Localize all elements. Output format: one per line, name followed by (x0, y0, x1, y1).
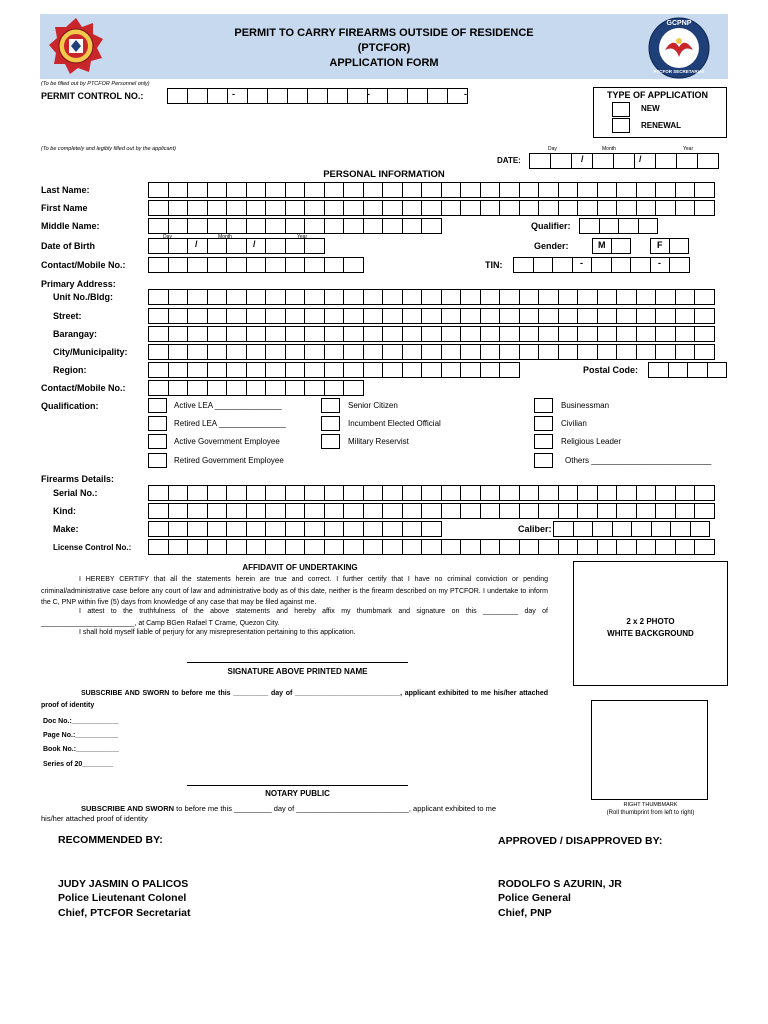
sworn-text-2-lead: SUBSCRIBE AND SWORN (81, 804, 175, 813)
book-no: Book No.:___________ (43, 746, 119, 753)
dob-slash-2: / (253, 239, 256, 249)
active-gov-label: Active Government Employee (174, 437, 280, 446)
caliber-field[interactable] (553, 521, 710, 537)
type-of-application-title: TYPE OF APPLICATION (607, 90, 709, 100)
approved-position: Chief, PNP (498, 907, 552, 919)
dob-year-hint: Year (297, 234, 308, 240)
street-label: Street: (53, 311, 82, 321)
religious-leader-label: Religious Leader (561, 437, 622, 446)
notary-caption: NOTARY PUBLIC (265, 789, 330, 798)
affidavit-paragraph-3: I shall hold myself liable of perjury for any misrepresentation pertaining to this application. (79, 629, 356, 636)
thumbmark-box[interactable] (591, 700, 708, 800)
military-reservist-label: Military Reservist (348, 437, 409, 446)
signature-line[interactable] (187, 662, 408, 663)
civilian-checkbox[interactable] (534, 416, 553, 431)
caliber-label: Caliber: (518, 524, 552, 534)
qualification-label: Qualification: (41, 401, 99, 411)
photo-caption-2: WHITE BACKGROUND (607, 629, 694, 638)
permit-control-label: PERMIT CONTROL NO.: (41, 91, 144, 101)
page-no: Page No.:___________ (43, 732, 119, 739)
active-lea-label: Active LEA _______________ (174, 401, 282, 410)
first-name-label: First Name (41, 203, 88, 213)
kind-label: Kind: (53, 506, 76, 516)
form-title-line2: (PTCFOR) (357, 42, 411, 54)
thumbmark-caption: RIGHT THUMBMARK (623, 802, 678, 808)
businessman-label: Businessman (561, 401, 610, 410)
date-slash-1: / (581, 154, 584, 164)
date-field[interactable] (529, 153, 719, 169)
pnp-seal-icon (48, 17, 104, 75)
date-month-hint: Month (602, 146, 616, 152)
gender-label: Gender: (534, 241, 569, 251)
region-label: Region: (53, 365, 87, 375)
seal-bottom-text: PTCFOR SECRETARIAT (653, 69, 705, 74)
dob-field[interactable] (148, 238, 325, 254)
new-label: NEW (641, 104, 660, 113)
unit-label: Unit No./Bldg: (53, 292, 113, 302)
last-name-field[interactable] (148, 182, 715, 198)
serial-label: Serial No.: (53, 488, 98, 498)
gender-female-box[interactable] (650, 238, 689, 254)
affidavit-paragraph-1: I HEREBY CERTIFY that all the statements herein are true and correct. I further certify that I have no criminal conviction or pending criminal/administrative case before any court of law and administrative body as of this date, neither is the firearm described on my PTCFOR. I undertake to inform the C, PNP within five (5) days from knowledge of any case that may be filed against me. (41, 576, 548, 606)
permit-control-field[interactable] (167, 88, 468, 104)
religious-leader-checkbox[interactable] (534, 434, 553, 449)
middle-name-field[interactable] (148, 218, 442, 234)
contact2-field[interactable] (148, 380, 364, 396)
active-gov-checkbox[interactable] (148, 434, 167, 449)
retired-lea-label: Retired LEA _______________ (174, 419, 286, 428)
ptcfor-seal-icon (643, 17, 715, 79)
approved-rank: Police General (498, 892, 571, 904)
others-checkbox[interactable] (534, 453, 553, 468)
sworn-text-2 (41, 804, 561, 824)
personnel-note: (To be filled out by PTCFOR Personnel only) (41, 81, 150, 87)
active-lea-checkbox[interactable] (148, 398, 167, 413)
serial-field[interactable] (148, 485, 715, 501)
license-field[interactable] (148, 539, 715, 555)
senior-citizen-label: Senior Citizen (348, 401, 398, 410)
qualifier-field[interactable] (579, 218, 658, 234)
military-reservist-checkbox[interactable] (321, 434, 340, 449)
renewal-label: RENEWAL (641, 121, 681, 130)
unit-field[interactable] (148, 289, 715, 305)
sworn-text: SUBSCRIBE AND SWORN to before me this _________ day of ___________________________, applicant exhibited to me his/her attached proof of identity (41, 690, 548, 709)
contact2-label: Contact/Mobile No.: (41, 383, 126, 393)
form-title-line1: PERMIT TO CARRY FIREARMS OUTSIDE OF RESIDENCE (234, 27, 534, 39)
last-name-label: Last Name: (41, 185, 90, 195)
new-checkbox[interactable] (612, 102, 630, 117)
city-field[interactable] (148, 344, 715, 360)
date-day-hint: Day (548, 146, 557, 152)
thumbmark-subcaption: (Roll thumbprint from left to right) (606, 810, 695, 816)
region-field[interactable] (148, 362, 520, 378)
notary-line[interactable] (187, 785, 408, 786)
qualifier-label: Qualifier: (531, 221, 571, 231)
gender-female-label: F (657, 240, 663, 250)
doc-no: Doc No.:____________ (43, 718, 119, 725)
middle-name-label: Middle Name: (41, 221, 100, 231)
recommended-rank: Police Lieutenant Colonel (58, 892, 187, 904)
recommended-by-label: RECOMMENDED BY: (58, 834, 163, 846)
elected-official-checkbox[interactable] (321, 416, 340, 431)
retired-gov-checkbox[interactable] (148, 453, 167, 468)
tin-label: TIN: (485, 260, 503, 270)
civilian-label: Civilian (561, 419, 587, 428)
recommended-position: Chief, PTCFOR Secretariat (58, 907, 191, 919)
tin-dash-2: - (658, 258, 661, 268)
form-title-line3: APPLICATION FORM (329, 57, 439, 69)
photo-caption-1: 2 x 2 PHOTO (626, 617, 675, 626)
dob-label: Date of Birth (41, 241, 95, 251)
signature-caption: SIGNATURE ABOVE PRINTED NAME (227, 667, 368, 676)
dob-month-hint: Month (218, 234, 232, 240)
make-label: Make: (53, 524, 79, 534)
date-label: DATE: (497, 156, 521, 165)
senior-citizen-checkbox[interactable] (321, 398, 340, 413)
make-field[interactable] (148, 521, 442, 537)
firearms-details-label: Firearms Details: (41, 474, 115, 484)
postal-code-field[interactable] (648, 362, 727, 378)
primary-address-label: Primary Address: (41, 279, 116, 289)
recommended-name: JUDY JASMIN O PALICOS (58, 878, 189, 890)
city-label: City/Municipality: (53, 347, 128, 357)
retired-lea-checkbox[interactable] (148, 416, 167, 431)
date-year-hint: Year (683, 146, 694, 152)
date-slash-2: / (639, 154, 642, 164)
tin-field[interactable] (513, 257, 690, 273)
license-label: License Control No.: (53, 543, 132, 552)
affidavit-paragraph-2: I attest to the truthfulness of the above statements and hereby affix my thumbmark and signature on this _________ day of ________________________, at Camp BGen Rafael T Crame, Quezon City. (41, 608, 548, 627)
contact-label: Contact/Mobile No.: (41, 260, 126, 270)
gender-male-label: M (598, 240, 606, 250)
others-label: Others ___________________________ (565, 456, 712, 465)
barangay-field[interactable] (148, 326, 715, 342)
renewal-checkbox[interactable] (612, 118, 630, 133)
elected-official-label: Incumbent Elected Official (348, 419, 441, 428)
kind-field[interactable] (148, 503, 715, 519)
permit-dash-3: - (464, 89, 467, 99)
barangay-label: Barangay: (53, 329, 98, 339)
first-name-field[interactable] (148, 200, 715, 216)
retired-gov-label: Retired Government Employee (174, 456, 284, 465)
permit-dash-2: - (367, 89, 370, 99)
contact-field[interactable] (148, 257, 364, 273)
affidavit-title: AFFIDAVIT OF UNDERTAKING (242, 563, 358, 572)
approved-by-label: APPROVED / DISAPPROVED BY: (498, 835, 663, 847)
sworn-text-2-body: to before me this _________ day of ___________________________, applicant exhibited to me (174, 804, 496, 813)
permit-dash-1: - (232, 89, 235, 99)
postal-code-label: Postal Code: (583, 365, 639, 375)
businessman-checkbox[interactable] (534, 398, 553, 413)
tin-dash-1: - (580, 258, 583, 268)
series-no: Series of 20________ (43, 761, 114, 768)
street-field[interactable] (148, 308, 715, 324)
approved-name: RODOLFO S AZURIN, JR (498, 878, 622, 890)
seal-top-text: GCPNP (666, 20, 692, 27)
dob-slash-1: / (195, 239, 198, 249)
sworn-text-2-end: his/her attached proof of identity (41, 814, 148, 823)
personal-info-title: PERSONAL INFORMATION (323, 169, 445, 180)
dob-day-hint: Day (163, 234, 172, 240)
applicant-note: (To be completely and legibly filled out by the applicant) (41, 146, 176, 152)
